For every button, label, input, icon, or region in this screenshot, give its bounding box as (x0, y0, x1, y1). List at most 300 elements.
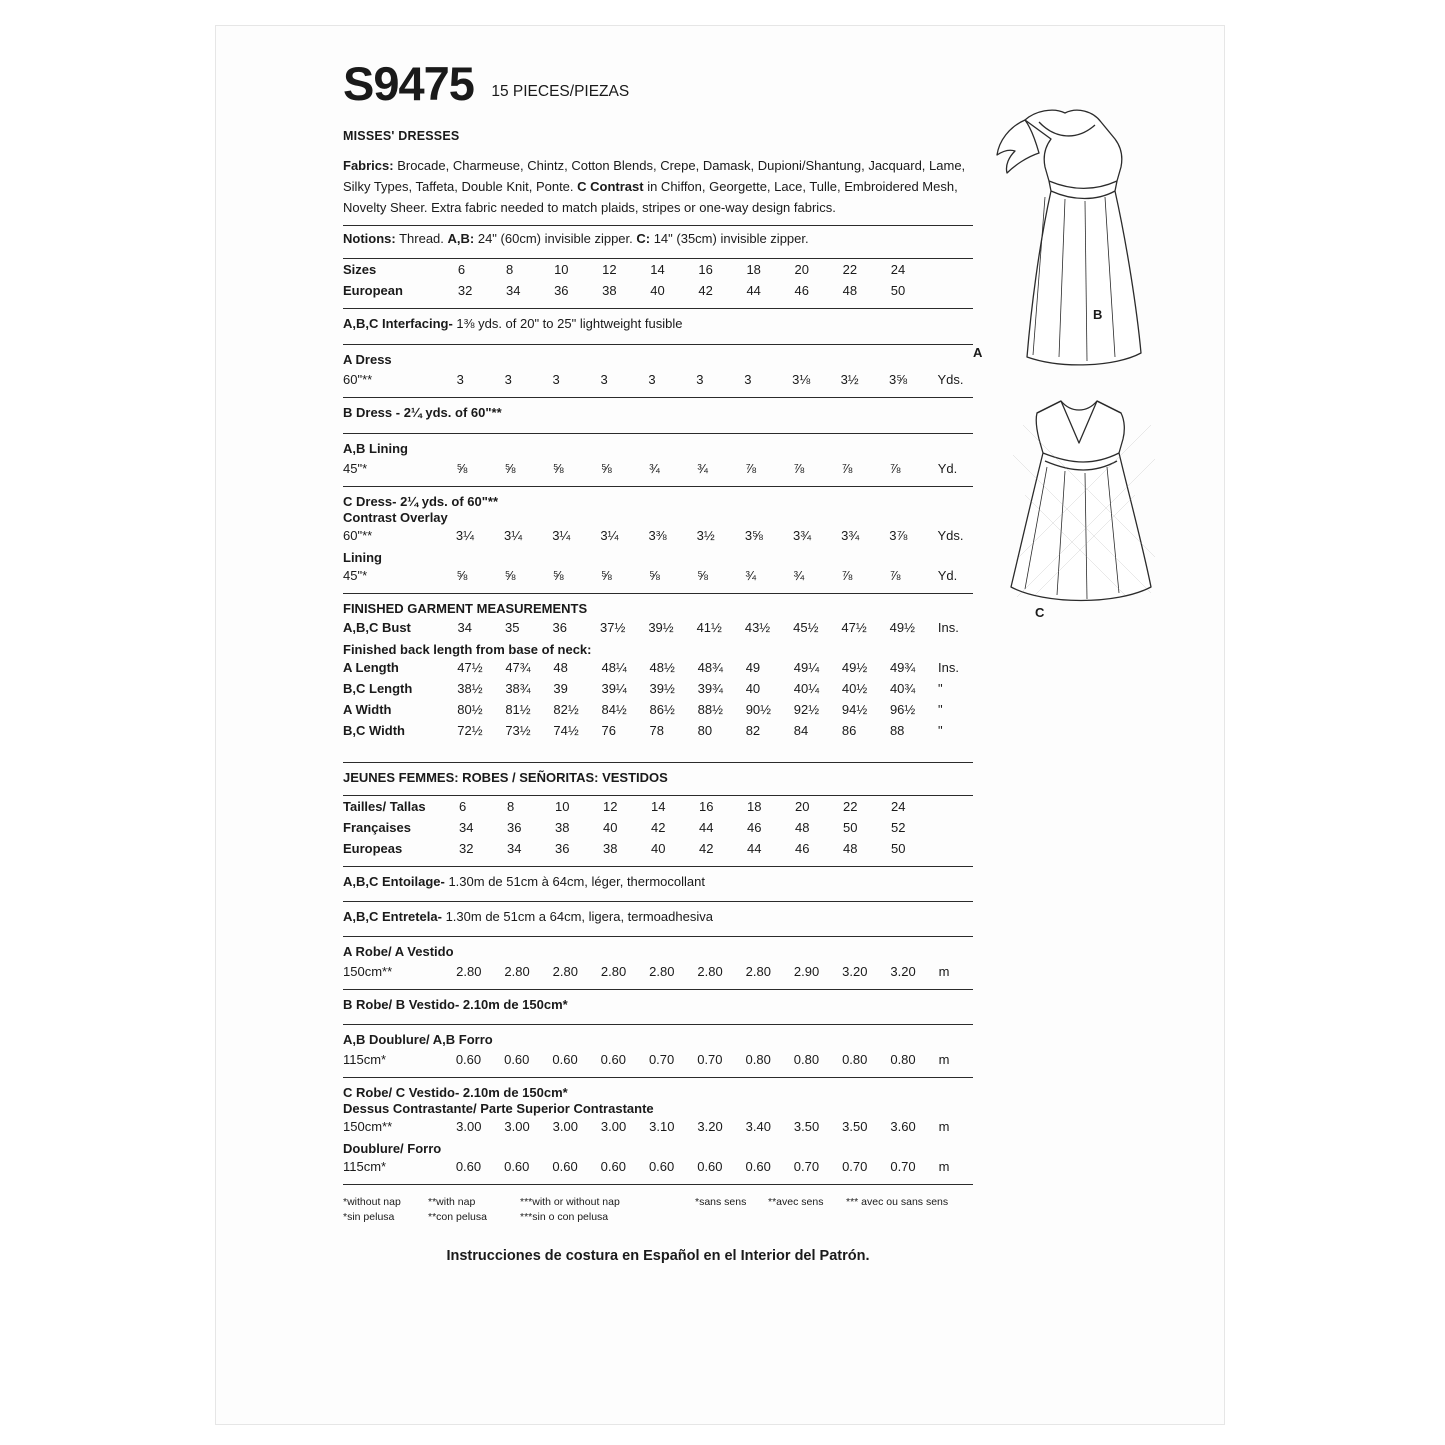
entoilage-value: 1.30m de 51cm à 64cm, léger, thermocollant (444, 874, 705, 890)
cell: 3.10 (649, 1119, 675, 1135)
illustration-label-c: C (1035, 605, 1045, 620)
row-label-width: 115cm* (343, 1159, 387, 1175)
cell: 82½ (553, 702, 579, 718)
cell-unit: " (938, 702, 943, 718)
finished-measurements-title: FINISHED GARMENT MEASUREMENTS (343, 601, 588, 617)
cell: 20 (794, 262, 810, 278)
table-row-tailles (343, 796, 973, 817)
cell: 0.80 (890, 1052, 916, 1068)
notions-paragraph (343, 226, 973, 251)
cell: 48 (842, 283, 858, 299)
cell: 3 (744, 372, 752, 388)
cell: 12 (603, 799, 618, 815)
cell-unit: " (938, 681, 943, 697)
cell: 0.60 (504, 1052, 530, 1068)
illustration-label-b: B (1093, 307, 1103, 322)
cell: 40 (745, 681, 761, 697)
cell: 3.00 (504, 1119, 530, 1135)
cell: 0.80 (793, 1052, 820, 1068)
cell: 47½ (457, 660, 483, 676)
cell: 3.20 (842, 964, 868, 980)
cell: 76 (601, 723, 616, 739)
header-row (343, 57, 973, 110)
section-spacer (343, 741, 973, 755)
cell: 44 (746, 283, 761, 299)
cell: 48½ (649, 660, 675, 676)
cell: 40¼ (793, 681, 820, 697)
cell: 3½ (696, 528, 715, 544)
cell-unit: m (938, 1159, 950, 1175)
cell: 84 (793, 723, 809, 739)
dress-line-drawings (965, 95, 1205, 655)
cell: 74½ (553, 723, 579, 739)
cell: 3.60 (890, 1119, 916, 1135)
row-label-width: 115cm* (343, 1052, 387, 1068)
cell: 3.20 (697, 1119, 723, 1135)
notions-c-text: 14" (35cm) invisible zipper. (650, 231, 809, 247)
cell: 38¾ (505, 681, 531, 697)
cell: 44 (699, 820, 714, 836)
footnote-sans-sens: *sans sens (695, 1196, 747, 1209)
row-label-tailles: Tailles/ Tallas (343, 799, 426, 815)
interfacing-label: A,B,C Interfacing- (343, 316, 453, 332)
cell: ⅝ (600, 461, 612, 477)
cell: 3¼ (504, 528, 523, 544)
cell: 36 (552, 620, 567, 636)
cell: 6 (459, 799, 467, 815)
cell: 3 (552, 372, 560, 388)
notions-c-label: C: (636, 231, 651, 247)
cell: 36 (555, 841, 570, 857)
piece-count: 15 PIECES/PIEZAS (491, 83, 630, 100)
cell: 48¼ (601, 660, 627, 676)
cell: 0.60 (697, 1159, 723, 1175)
cell: 2.80 (504, 964, 530, 980)
row-label-bust: A,B,C Bust (343, 620, 411, 636)
cell: 52 (891, 820, 906, 836)
entretela-value: 1.30m de 51cm a 64cm, ligera, termoadhesiva (441, 909, 713, 925)
cell: 88 (889, 723, 905, 739)
cell: 88½ (697, 702, 723, 718)
footnote-row-2 (343, 1210, 973, 1225)
cell: 24 (891, 799, 906, 815)
cell: 35 (505, 620, 520, 636)
cell: ⅝ (600, 568, 612, 584)
cell: ¾ (745, 568, 757, 584)
cell: 3 (696, 372, 704, 388)
cell: 3 (504, 372, 512, 388)
cell: 0.70 (842, 1159, 868, 1175)
cell: 3 (600, 372, 608, 388)
cell: 80 (697, 723, 713, 739)
cell: 0.60 (600, 1159, 626, 1175)
cell: 3⅝ (889, 372, 908, 388)
cell: 32 (457, 283, 473, 299)
row-label-width: 45"* (343, 568, 368, 584)
cell: 36 (507, 820, 522, 836)
cell: 37½ (600, 620, 626, 636)
cell: ⅝ (649, 568, 660, 584)
table-row-a-length (343, 657, 973, 678)
cell: 43½ (744, 620, 771, 636)
cell: 0.80 (745, 1052, 771, 1068)
cell: 94½ (841, 702, 868, 718)
cell: 49¼ (793, 660, 820, 676)
back-length-note: Finished back length from base of neck: (343, 642, 592, 658)
cell: 42 (651, 820, 666, 836)
cell: 72½ (457, 723, 483, 739)
table-row (343, 1049, 973, 1070)
french-section-title: JEUNES FEMMES: ROBES / SEÑORITAS: VESTIDOS (343, 770, 668, 786)
entoilage-line (343, 867, 973, 894)
table-row-europeas (343, 838, 973, 859)
cell: ⅞ (889, 461, 901, 477)
spanish-instructions-note: Instrucciones de costura en Español en el Interior del Patrón. (446, 1247, 870, 1264)
cell-unit (939, 838, 973, 859)
table-row (343, 961, 973, 982)
b-robe-title: B Robe/ B Vestido- 2.10m de 150cm* (343, 997, 568, 1013)
cell: ⅞ (841, 461, 853, 477)
cell: 0.60 (455, 1052, 482, 1068)
lining-title: Lining (343, 550, 382, 566)
fabrics-contrast-label: C Contrast (577, 179, 644, 195)
cell: 92½ (793, 702, 820, 718)
lining-table (343, 565, 973, 586)
english-size-table (343, 259, 973, 301)
cell-unit: Ins. (938, 660, 959, 676)
table-row (343, 565, 973, 586)
cell: 46 (795, 841, 810, 857)
table-row (343, 369, 973, 390)
cell: 40 (603, 820, 618, 836)
ab-lining-table (343, 458, 973, 479)
cell: 39½ (649, 681, 675, 697)
cell: 50 (891, 841, 906, 857)
c-robe-title: C Robe/ C Vestido- 2.10m de 150cm* (343, 1085, 568, 1101)
table-row-bust (343, 617, 973, 638)
cell: 40½ (841, 681, 868, 697)
cell: 0.70 (648, 1052, 675, 1068)
cell: 39½ (648, 620, 674, 636)
entretela-line (343, 902, 973, 929)
cell: 48 (843, 841, 858, 857)
interfacing-line (343, 309, 973, 337)
cell: 42 (698, 283, 713, 299)
footnote-con-pelusa: **con pelusa (428, 1211, 487, 1224)
cell: 48 (795, 820, 810, 836)
footnote-sin-o-con-pelusa: ***sin o con pelusa (520, 1211, 609, 1224)
row-label-europeas: Europeas (343, 841, 403, 857)
divider (343, 1184, 973, 1185)
cell: 82 (745, 723, 761, 739)
cell: 0.60 (552, 1159, 578, 1175)
cell: 20 (795, 799, 810, 815)
cell: 3⅛ (792, 372, 811, 388)
cell: 38 (603, 841, 618, 857)
cell: 2.80 (600, 964, 627, 980)
cell: 2.80 (649, 964, 675, 980)
doublure-title: Doublure/ Forro (343, 1141, 442, 1157)
garment-illustrations (965, 95, 1205, 655)
cell: 45½ (793, 620, 819, 636)
row-label-a-length: A Length (343, 660, 399, 676)
cell-unit (939, 817, 973, 838)
table-row-sizes (343, 259, 973, 280)
cell: 3¾ (841, 528, 860, 544)
footnote-row-1 (343, 1195, 973, 1210)
cell: 3.00 (552, 1119, 578, 1135)
cell: ⅝ (697, 568, 708, 584)
cell: ⅝ (552, 461, 564, 477)
cell: 3.20 (890, 964, 916, 980)
fabrics-paragraph (343, 155, 973, 218)
cell: 2.80 (697, 964, 723, 980)
cell: 2.80 (552, 964, 578, 980)
cell: ⅝ (456, 461, 468, 477)
table-row-european (343, 280, 973, 301)
cell-unit: m (938, 964, 950, 980)
cell: ¾ (793, 568, 805, 584)
cell: 16 (699, 799, 714, 815)
cell: 38 (602, 283, 617, 299)
cell: ⅞ (889, 568, 901, 584)
cell: 39 (553, 681, 568, 697)
cell: 6 (457, 262, 466, 278)
cell: 47½ (841, 620, 867, 636)
cell: 3¼ (600, 528, 619, 544)
cell: 3⅝ (744, 528, 763, 544)
cell: 48 (553, 660, 568, 676)
cell: 40¾ (889, 681, 916, 697)
doublure-table (343, 1156, 973, 1177)
cell: 3.50 (842, 1119, 868, 1135)
contrast-overlay-title: Contrast Overlay (343, 510, 448, 526)
cell: 73½ (505, 723, 531, 739)
category-title: MISSES' DRESSES (343, 129, 460, 143)
a-dress-title: A Dress (343, 352, 392, 368)
entoilage-label: A,B,C Entoilage- (343, 874, 445, 890)
footnote-without-nap: *without nap (343, 1196, 401, 1209)
cell: 3.00 (456, 1119, 482, 1135)
cell: 50 (890, 283, 906, 299)
a-robe-table (343, 961, 973, 982)
cell: 0.80 (842, 1052, 868, 1068)
footnote-with-nap: **with nap (428, 1196, 476, 1209)
cell: 38 (555, 820, 570, 836)
cell: 8 (507, 799, 515, 815)
table-row-francaises (343, 817, 973, 838)
fabrics-text-1: Brocade, Charmeuse, Chintz, Cotton Blends, Crepe, Damask, Dupioni/Shantung, Jacquard, Lame, Silky Types, Taffeta, Double Knit, Ponte. (343, 158, 966, 195)
cell: 48¾ (697, 660, 723, 676)
cell-unit: m (938, 1119, 950, 1135)
cell-unit: Yd. (937, 461, 958, 477)
cell: 14 (651, 799, 666, 815)
notions-text: Thread. (395, 231, 448, 247)
a-dress-table (343, 369, 973, 390)
cell-unit: Yds. (937, 372, 964, 388)
cell: 46 (794, 283, 810, 299)
cell: ⅝ (504, 568, 516, 584)
footnote-with-or-without-nap: ***with or without nap (520, 1196, 620, 1209)
cell: 40 (650, 283, 665, 299)
cell: 34 (505, 283, 521, 299)
cell: 39¼ (601, 681, 627, 697)
cell: ¾ (649, 461, 660, 477)
cell: 12 (602, 262, 617, 278)
cell: 3¾ (792, 528, 812, 544)
cell: ¾ (697, 461, 708, 477)
cell: 50 (843, 820, 858, 836)
cell: ⅝ (504, 461, 516, 477)
cell: 3¼ (552, 528, 571, 544)
notions-ab-text: 24" (60cm) invisible zipper. (474, 231, 637, 247)
notions-label: Notions: (343, 231, 396, 247)
cell: ⅞ (793, 461, 805, 477)
cell: 49 (745, 660, 761, 676)
cell: 3.40 (745, 1119, 771, 1135)
fabrics-label: Fabrics: (343, 158, 394, 173)
b-dress-title: B Dress - 2¼ yds. of 60"** (343, 405, 502, 421)
pattern-number: S9475 (343, 57, 474, 110)
cell: 3.50 (793, 1119, 820, 1135)
cell: 49½ (889, 620, 915, 636)
row-label-width: 60"** (343, 372, 373, 388)
cell: 86½ (649, 702, 675, 718)
row-label-width: 45"* (343, 461, 368, 477)
cell: 0.60 (745, 1159, 771, 1175)
dessus-table (343, 1116, 973, 1137)
document-content (343, 57, 973, 1264)
cell: 2.90 (793, 964, 820, 980)
cell: 3 (648, 372, 656, 388)
cell: 3⅜ (648, 528, 667, 544)
footnote-avec-ou-sans-sens: *** avec ou sans sens (846, 1196, 949, 1209)
cell: 3.00 (600, 1119, 627, 1135)
cell: 3⅞ (889, 528, 908, 544)
cell: ⅝ (552, 568, 564, 584)
table-row-bc-width (343, 720, 973, 741)
cell: 24 (890, 262, 906, 278)
cell: 46 (747, 820, 762, 836)
cell: 90½ (745, 702, 772, 718)
cell: 44 (747, 841, 762, 857)
table-row (343, 1116, 973, 1137)
ab-doublure-title: A,B Doublure/ A,B Forro (343, 1032, 493, 1048)
cell-unit: Yd. (937, 568, 958, 584)
cell: 10 (555, 799, 570, 815)
cell: 41½ (696, 620, 722, 636)
cell: 18 (747, 799, 762, 815)
cell: 16 (698, 262, 713, 278)
cell: 78 (649, 723, 665, 739)
entretela-label: A,B,C Entretela- (343, 909, 442, 925)
cell: ⅞ (745, 461, 757, 477)
cell: 0.60 (552, 1052, 578, 1068)
interfacing-value: 1⅜ yds. of 20" to 25" lightweight fusible (452, 316, 683, 332)
cell: 81½ (505, 702, 531, 718)
cell: 0.70 (890, 1159, 916, 1175)
table-row (343, 525, 973, 546)
cell: 2.80 (456, 964, 482, 980)
row-label-width: 150cm** (343, 1119, 393, 1135)
cell: 96½ (889, 702, 916, 718)
cell-unit: " (938, 723, 943, 739)
cell: 0.60 (455, 1159, 482, 1175)
footnote-avec-sens: **avec sens (768, 1196, 824, 1209)
cell: 86 (841, 723, 857, 739)
row-label-width: 60"** (343, 528, 373, 544)
row-label-bc-length: B,C Length (343, 681, 413, 697)
cell: 39¾ (697, 681, 723, 697)
cell: 22 (842, 262, 858, 278)
cell: 22 (843, 799, 858, 815)
cell: 3½ (840, 372, 859, 388)
cell: 10 (554, 262, 569, 278)
row-label-a-width: A Width (343, 702, 392, 718)
footnote-sin-pelusa: *sin pelusa (343, 1211, 395, 1224)
illustration-label-a: A (973, 345, 983, 360)
row-label-bc-width: B,C Width (343, 723, 405, 739)
cell: 40 (651, 841, 666, 857)
cell: 32 (459, 841, 474, 857)
cell: 34 (457, 620, 472, 636)
cell: ⅝ (456, 568, 468, 584)
cell: 8 (505, 262, 514, 278)
cell: 36 (554, 283, 569, 299)
table-row (343, 1156, 973, 1177)
cell-unit: Yds. (937, 528, 964, 544)
cell: 3¼ (455, 528, 474, 544)
a-robe-title: A Robe/ A Vestido (343, 944, 454, 960)
footnotes (343, 1195, 973, 1225)
fabrics-text-2: in Chiffon, Georgette, Lace, Tulle, Embroidered Mesh, Novelty Sheer. Extra fabric needed to match plaids, stripes or one-way design fabrics. (343, 179, 958, 216)
ab-lining-title: A,B Lining (343, 441, 408, 457)
dessus-title: Dessus Contrastante/ Parte Superior Contrastante (343, 1101, 654, 1117)
table-row-bc-length (343, 678, 973, 699)
cell: 42 (699, 841, 714, 857)
cell: 34 (507, 841, 522, 857)
cell-unit: Ins. (937, 620, 959, 636)
cell-unit: m (938, 1052, 950, 1068)
cell: 0.70 (793, 1159, 820, 1175)
cell: 84½ (601, 702, 627, 718)
cell: 80½ (457, 702, 483, 718)
cell: 0.60 (600, 1052, 626, 1068)
cell: 38½ (457, 681, 483, 697)
length-width-table (343, 657, 973, 741)
row-label-sizes: Sizes (343, 262, 377, 278)
cell: 3 (456, 372, 464, 388)
cell: 47¾ (505, 660, 531, 676)
cell: 0.60 (648, 1159, 675, 1175)
contrast-overlay-table (343, 525, 973, 546)
notions-ab-label: A,B: (447, 231, 475, 247)
cell: 49½ (841, 660, 868, 676)
cell: 2.80 (745, 964, 771, 980)
table-row (343, 458, 973, 479)
cell: ⅞ (841, 568, 853, 584)
cell: 0.60 (504, 1159, 530, 1175)
finished-measurements-table (343, 617, 973, 638)
cell: 49¾ (889, 660, 916, 676)
cell: 0.70 (697, 1052, 723, 1068)
ab-doublure-table (343, 1049, 973, 1070)
row-label-european: European (343, 283, 403, 299)
cell-unit (939, 796, 973, 817)
row-label-francaises: Françaises (343, 820, 411, 836)
c-dress-title: C Dress- 2¼ yds. of 60"** (343, 494, 499, 510)
table-row-a-width (343, 699, 973, 720)
